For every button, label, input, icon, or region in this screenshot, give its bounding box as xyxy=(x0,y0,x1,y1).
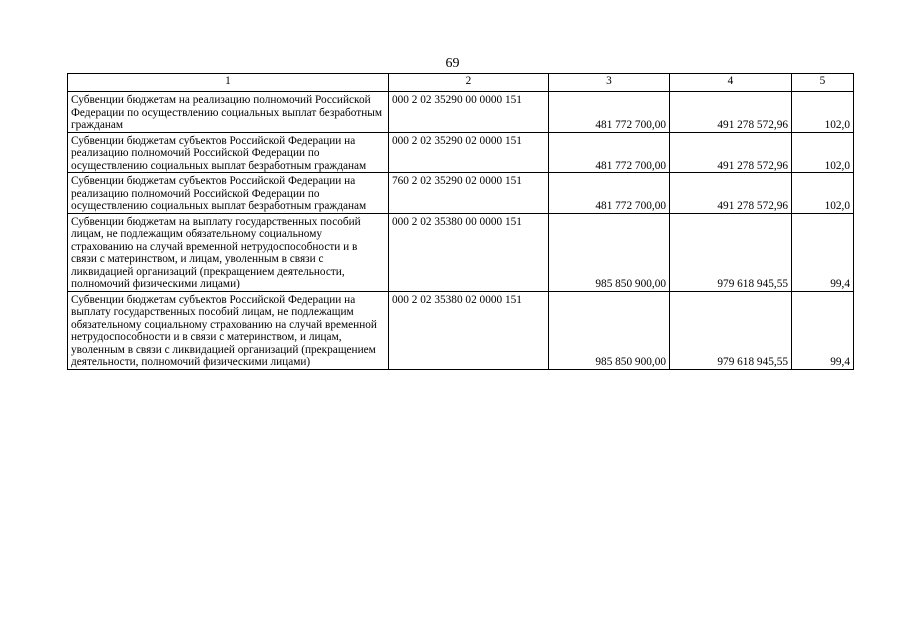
row-percent: 102,0 xyxy=(792,173,854,214)
column-header-3: 3 xyxy=(549,74,670,92)
table-row xyxy=(68,132,854,173)
row-actual-amount: 491 278 572,96 xyxy=(670,132,792,173)
table-row xyxy=(68,173,854,214)
column-header-4: 4 xyxy=(670,74,792,92)
page-number: 69 xyxy=(445,56,460,71)
row-actual-amount: 979 618 945,55 xyxy=(670,291,792,369)
row-description: Субвенции бюджетам на реализацию полномочий Российской Федерации по осуществлению социальных выплат безработным гражданам xyxy=(68,92,389,133)
row-description: Субвенции бюджетам субъектов Российской Федерации на реализацию полномочий Российской Федерации по осуществлению социальных выплат безработным гражданам xyxy=(68,132,389,173)
column-header-1: 1 xyxy=(68,74,389,92)
row-actual-amount: 491 278 572,96 xyxy=(670,92,792,133)
row-planned-amount: 481 772 700,00 xyxy=(549,173,670,214)
column-header-2: 2 xyxy=(389,74,549,92)
row-planned-amount: 481 772 700,00 xyxy=(549,92,670,133)
row-actual-amount: 979 618 945,55 xyxy=(670,213,792,291)
row-percent: 102,0 xyxy=(792,92,854,133)
table-row xyxy=(68,92,854,133)
table-row xyxy=(68,213,854,291)
row-planned-amount: 481 772 700,00 xyxy=(549,132,670,173)
row-budget-code: 000 2 02 35290 00 0000 151 xyxy=(389,92,549,133)
row-description: Субвенции бюджетам субъектов Российской Федерации на выплату государственных пособий лицам, не подлежащим обязательному социальному страхованию на случай временной нетрудоспособности и в связи с материнством, и лицам, уволенным в связи с ликвидацией организаций (прекращением деятельности, полномочий физическими лицами) xyxy=(68,291,389,369)
row-description: Субвенции бюджетам на выплату государственных пособий лицам, не подлежащим обязательному социальному страхованию на случай временной нетрудоспособности и в связи с материнством, и лицам, уволенным в связи с ликвидацией организаций (прекращением деятельности, полномочий физическими лицами) xyxy=(68,213,389,291)
row-percent: 99,4 xyxy=(792,291,854,369)
row-budget-code: 000 2 02 35380 02 0000 151 xyxy=(389,291,549,369)
row-planned-amount: 985 850 900,00 xyxy=(549,213,670,291)
row-budget-code: 000 2 02 35380 00 0000 151 xyxy=(389,213,549,291)
table-row xyxy=(68,291,854,369)
budget-table xyxy=(67,73,854,370)
row-description: Субвенции бюджетам субъектов Российской Федерации на реализацию полномочий Российской Федерации по осуществлению социальных выплат безработным гражданам xyxy=(68,173,389,214)
row-budget-code: 000 2 02 35290 02 0000 151 xyxy=(389,132,549,173)
row-actual-amount: 491 278 572,96 xyxy=(670,173,792,214)
column-header-5: 5 xyxy=(792,74,854,92)
row-percent: 102,0 xyxy=(792,132,854,173)
row-percent: 99,4 xyxy=(792,213,854,291)
row-planned-amount: 985 850 900,00 xyxy=(549,291,670,369)
table-header-row xyxy=(68,74,854,92)
row-budget-code: 760 2 02 35290 02 0000 151 xyxy=(389,173,549,214)
